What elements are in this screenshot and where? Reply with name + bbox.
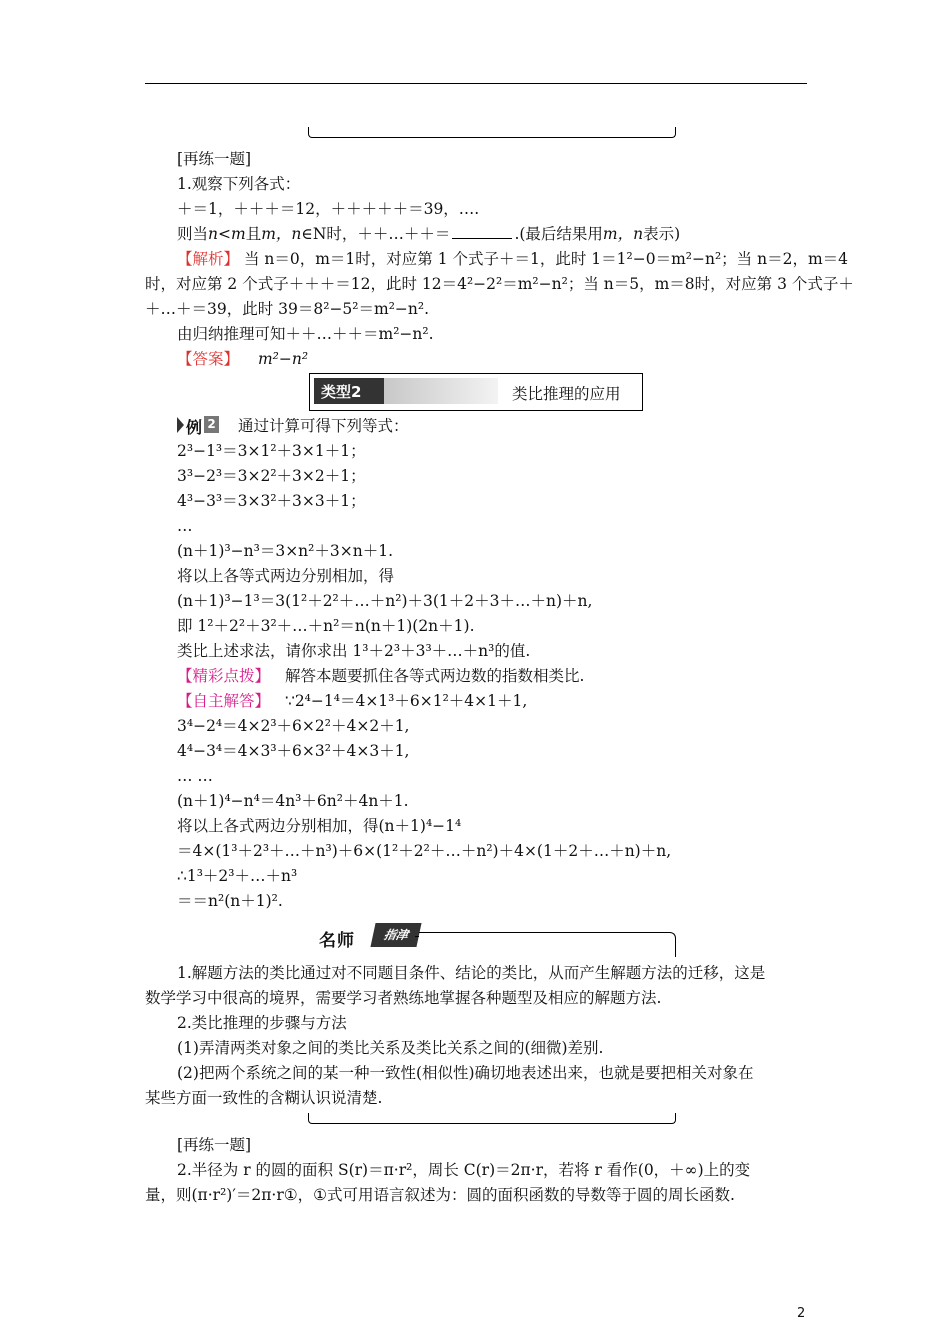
tip-line: 【精彩点拨】 解答本题要抓住各等式两边数的指数相类比. bbox=[177, 667, 585, 685]
solution-line-2: 3⁴−2⁴＝4×2³＋6×2²＋4×2＋1, bbox=[177, 717, 410, 735]
practice-header: [再练一题] bbox=[177, 150, 252, 168]
solution-line-5: (n＋1)⁴−n⁴＝4n³＋6n²＋4n＋1. bbox=[177, 792, 409, 810]
answer-value: m²−n² bbox=[257, 350, 309, 368]
answer-line bbox=[177, 349, 308, 369]
analysis-line-2: 时，对应第 2 个式子＋＋＋＝12，此时 12＝4²−2²＝m²−n²；当 n＝5，m＝8时，对应第 3 个式子＋ bbox=[145, 275, 854, 293]
type-tag bbox=[314, 378, 498, 404]
example-badge: 例 2 bbox=[177, 416, 221, 434]
teacher-p1b: 数学学习中很高的境界，需要学习者熟练地掌握各种题型及相应的解题方法. bbox=[145, 989, 662, 1007]
solution-line-8: ∴1³＋2³＋…＋n³ bbox=[177, 867, 298, 885]
type-tag-label: 类型2 bbox=[321, 383, 362, 401]
example-eq-3: 4³−3³＝3×3²＋3×3＋1； bbox=[177, 492, 366, 510]
question-2-line-2: 量，则(π·r²)′＝2π·r①，①式可用语言叙述为：圆的面积函数的导数等于圆的周长函数. bbox=[145, 1186, 735, 1204]
example-line-7: (n＋1)³−1³＝3(1²＋2²＋…＋n²)＋3(1＋2＋3＋…＋n)＋n, bbox=[177, 592, 593, 610]
teacher-p2: 2.类比推理的步骤与方法 bbox=[177, 1014, 347, 1032]
answer-label: 【答案】 bbox=[177, 350, 240, 368]
practice-2-header: [再练一题] bbox=[177, 1136, 252, 1154]
example-line-9: 类比上述求法，请你求出 1³＋2³＋3³＋…＋n³的值. bbox=[177, 642, 531, 660]
solution-line-7: ＝4×(1³＋2³＋…＋n³)＋6×(1²＋2²＋…＋n²)＋4×(1＋2＋…＋n)＋n, bbox=[177, 842, 672, 860]
tip-label: 【精彩点拨】 bbox=[177, 667, 271, 685]
type-2-header bbox=[309, 373, 643, 411]
solution-line-1: 【自主解答】 ∵2⁴−1⁴＝4×1³＋6×1²＋4×1＋1, bbox=[177, 692, 528, 710]
example-eq-1: 2³−1³＝3×1²＋3×1＋1； bbox=[177, 442, 366, 460]
example-line-6: 将以上各等式两边分别相加，得 bbox=[177, 567, 395, 585]
solution-line-3: 4⁴−3⁴＝4×3³＋6×3²＋4×3＋1, bbox=[177, 742, 410, 760]
question-1-sequence: ＋＝1，＋＋＋＝12，＋＋＋＋＋＝39，…. bbox=[177, 200, 480, 218]
analysis-label: 【解析】 bbox=[177, 250, 240, 268]
teacher-p4a: (2)把两个系统之间的某一种一致性(相似性)确切地表述出来，也就是要把相关对象在 bbox=[177, 1064, 754, 1082]
teacher-p4b: 某些方面一致性的含糊认识说清楚. bbox=[145, 1089, 383, 1107]
type-title: 类比推理的应用 bbox=[512, 385, 621, 403]
analysis-line-1: 【解析】 当 n＝0，m＝1时，对应第 1 个式子＋＝1，此时 1＝1²−0＝m²−n²；当 n＝2，m＝4 bbox=[177, 250, 849, 268]
teacher-frame bbox=[419, 932, 676, 957]
example-line-8: 即 1²＋2²＋3²＋…＋n²＝n(n＋1)(2n＋1). bbox=[177, 617, 475, 635]
question-1-title: 1.观察下列各式： bbox=[177, 175, 301, 193]
example-eq-4: … bbox=[177, 517, 193, 535]
solution-label: 【自主解答】 bbox=[177, 692, 271, 710]
teacher-p1a: 1.解题方法的类比通过对不同题目条件、结论的类比，从而产生解题方法的迁移，这是 bbox=[177, 964, 766, 982]
section-bracket-bottom bbox=[308, 1113, 676, 1124]
example-intro: 通过计算可得下列等式： bbox=[238, 417, 409, 435]
header-rule bbox=[145, 83, 807, 84]
analysis-line-4: 由归纳推理可知＋＋…＋＋＝m²−n². bbox=[177, 325, 434, 343]
teacher-name: 名师 bbox=[319, 931, 355, 951]
page-number: 2 bbox=[797, 1306, 806, 1321]
arrow-icon bbox=[177, 417, 184, 433]
section-bracket-top bbox=[308, 127, 676, 138]
analysis-line-3: ＋…＋＝39，此时 39＝8²−5²＝m²−n². bbox=[145, 300, 430, 318]
question-1-prompt: 则当n<m且m，n∈N时，＋＋…＋＋＝ .(最后结果用m，n表示) bbox=[177, 225, 681, 243]
solution-line-4: … … bbox=[177, 767, 213, 785]
teacher-p3: (1)弄清两类对象之间的类比关系及类比关系之间的(细微)差别. bbox=[177, 1039, 604, 1057]
solution-line-9: ＝＝n²(n＋1)². bbox=[177, 892, 283, 910]
example-eq-5: (n＋1)³−n³＝3×n²＋3×n＋1. bbox=[177, 542, 394, 560]
example-eq-2: 3³−2³＝3×2²＋3×2＋1； bbox=[177, 467, 366, 485]
teacher-guidance-header bbox=[315, 920, 677, 958]
question-2-line-1: 2.半径为 r 的圆的面积 S(r)＝π·r²，周长 C(r)＝2π·r，若将 r 看作(0，＋∞)上的变 bbox=[177, 1161, 751, 1179]
answer-blank bbox=[452, 225, 512, 239]
solution-line-6: 将以上各式两边分别相加，得(n＋1)⁴−1⁴ bbox=[177, 817, 462, 835]
teacher-tag: 指津 bbox=[370, 923, 421, 947]
